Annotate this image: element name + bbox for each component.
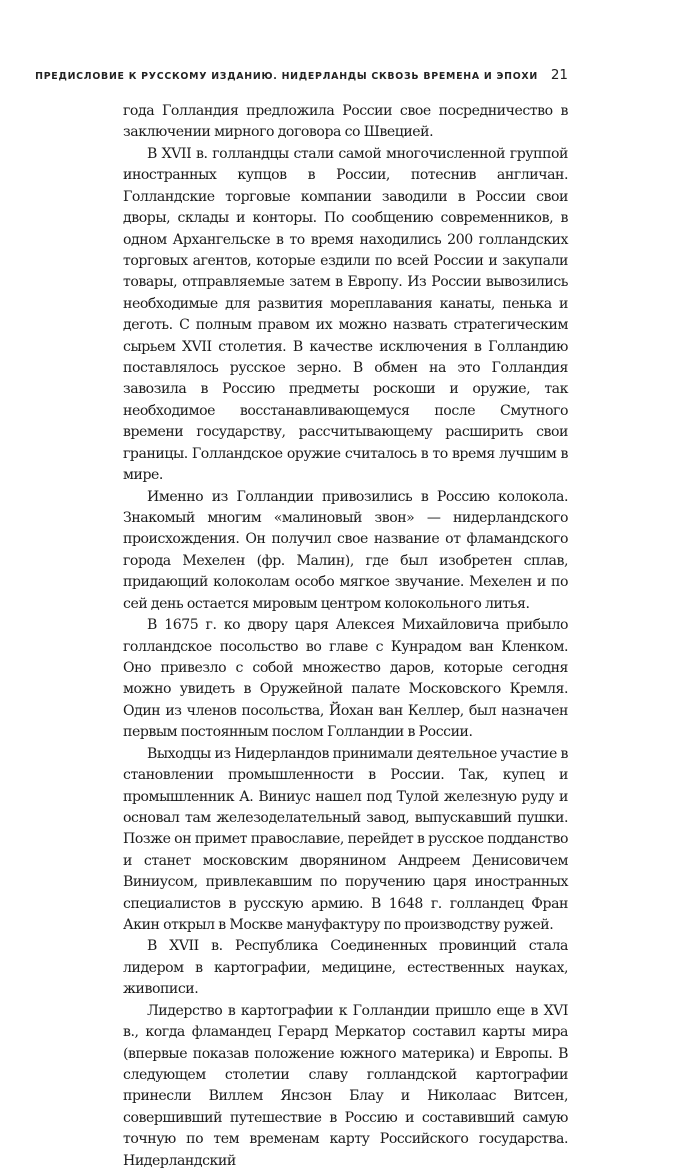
paragraph-embassy: В 1675 г. ко двору царя Алексея Михайловича прибыло голландское посольство во главе с Кунрадом ван Кленком. Оно привезло с собой множество даров, которые сегодня можно увидеть в Оружейной палате Московского Кремля. Один из членов посольства, Йохан ван Келлер, был назначен первым постоянным послом Голландии в России. xyxy=(123,617,568,741)
running-title: ПРЕДИСЛОВИЕ К РУССКОМУ ИЗДАНИЮ. НИДЕРЛАНДЫ СКВОЗЬ ВРЕМЕНА И ЭПОХИ xyxy=(35,71,538,82)
paragraph-republic: В XVII в. Республика Соединенных провинций стала лидером в картографии, медицине, естественных науках, живописи. xyxy=(123,938,568,998)
paragraph-industry: Выходцы из Нидерландов принимали деятельное участие в становлении промышленности в России. Так, купец и промышленник А. Виниус нашел под Тулой железную руду и основал там железоделательный завод, выпускавший пушки. Позже он примет православие, перейдет в русское подданство и станет московским дворянином Андреем Денисовичем Виниусом, привлекавшим по поручению царя иностранных специалистов в русскую армию. В 1648 г. голландец Фран Акин открыл в Москве мануфактуру по производству ружей. xyxy=(123,745,568,934)
paragraph-dutch-merchants: В XVII в. голландцы стали самой многочисленной группой иностранных купцов в России, потеснив англичан. Голландские торговые компании заводили в России свои дворы, склады и конторы. По сообщению современников, в одном Архангельске в то время находились 200 голландских торговых агентов, которые ездили по всей России и закупали товары, отправляемые затем в Европу. Из России вывозились необходимые для развития мореплавания канаты, пенька и деготь. С полным правом их можно назвать стратегическим сырьем XVII столетия. В качестве исключения в Голландию поставлялось русское зерно. В обмен на это Голландия завозила в Россию предметы роскоши и оружие, так необходимое восстанавливающемуся после Смутного времени государству, рассчитывающему расширить свои границы. Голландское оружие считалось в то время лучшим в мире. xyxy=(123,145,568,484)
paragraph-continuation: года Голландия предложила России свое посредничество в заключении мирного договора со Швецией. xyxy=(123,103,568,141)
page-number: 21 xyxy=(550,67,568,83)
paragraph-cartography: Лидерство в картографии к Голландии пришло еще в XVI в., когда фламандец Герард Меркатор составил карты мира (впервые показав положение южного материка) и Европы. В следующем столетии славу голландской картографии принесли Виллем Янсзон Блау и Николаас Витсен, совершивший путешествие в Россию и составивший самую точную по тем временам карту Российского государства. Нидерландский xyxy=(123,1002,568,1169)
body-text xyxy=(123,101,568,1172)
paragraph-bells: Именно из Голландии привозились в Россию колокола. Знакомый многим «малиновый звон» — нидерландского происхождения. Он получил свое название от фламандского города Мехелен (фр. Малин), где был изобретен сплав, придающий колоколам особо мягкое звучание. Мехелен и по сей день остается мировым центром колокольного литья. xyxy=(123,488,568,612)
running-head xyxy=(35,67,568,85)
